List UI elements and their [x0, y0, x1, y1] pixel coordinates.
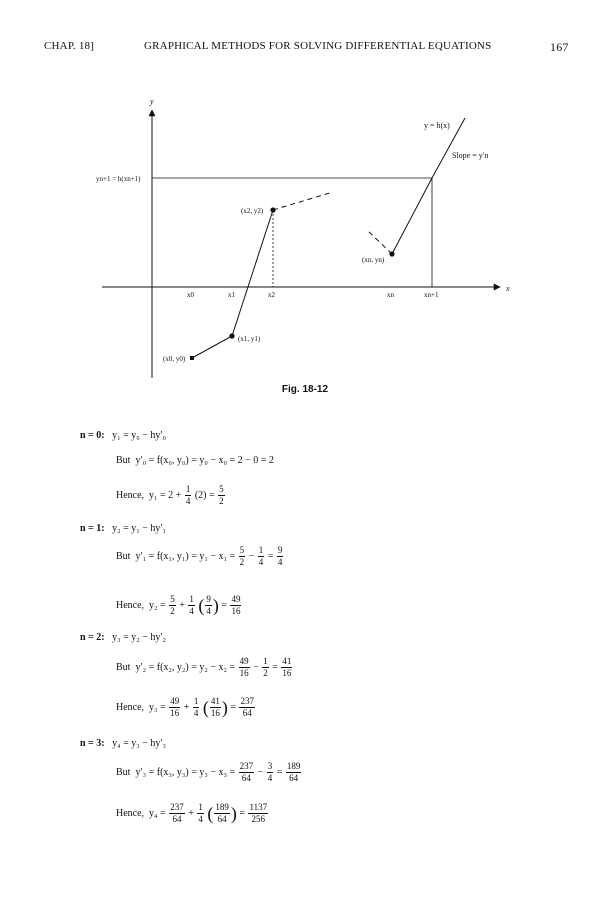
- hence-text: Hence,: [116, 807, 145, 819]
- expr-part: =: [267, 550, 274, 562]
- fraction: $\frac{5}{2}$: [170, 594, 175, 616]
- fraction: $\frac{189}{64}$: [286, 761, 301, 783]
- right-paren: ): [230, 803, 237, 824]
- case-label: n = 3:: [80, 738, 105, 749]
- running-title: GRAPHICAL METHODS FOR SOLVING DIFFERENTIAL EQUATIONS: [144, 40, 492, 52]
- expr-part: y′₃ = f(x₃, y₃) = y₃ − x₃ =: [135, 766, 236, 778]
- hence-text: Hence,: [116, 599, 145, 611]
- p0-label: (x0, y0): [163, 355, 186, 363]
- fraction: $\frac{1137}{256}$: [249, 802, 268, 824]
- but-n1: [116, 545, 284, 568]
- fraction: $\frac{1}{2}$: [263, 656, 268, 678]
- expr-part: =: [230, 701, 236, 713]
- fraction: $\frac{1}{4}$: [189, 594, 194, 616]
- p2-label: (x2, y2): [241, 207, 264, 215]
- tangent-segment: [392, 178, 432, 254]
- but-text: But: [116, 661, 131, 673]
- xn-label: xn: [387, 291, 394, 299]
- fraction: $\frac{41}{16}$: [210, 696, 220, 718]
- hence-n3: [116, 802, 269, 825]
- x2-label: x2: [268, 291, 275, 299]
- recurrence: y₃ = y₂ − hy′₂: [112, 632, 167, 643]
- fraction: $\frac{5}{2}$: [219, 484, 224, 506]
- hence-n2: [116, 696, 256, 719]
- but-n2: [116, 656, 293, 679]
- fraction: $\frac{9}{4}$: [277, 545, 283, 567]
- fraction: $\frac{49}{16}$: [231, 594, 241, 616]
- but-text: But: [116, 550, 131, 562]
- point-p1: [229, 333, 234, 338]
- figure-caption: Fig. 18-12: [281, 384, 329, 395]
- hence-text: Hence,: [116, 489, 145, 501]
- x-axis-label: x: [506, 284, 510, 293]
- point-p2: [270, 207, 275, 212]
- case-label: n = 2:: [80, 632, 105, 643]
- page-number: 167: [550, 40, 569, 54]
- p1-label: (x1, y1): [238, 335, 261, 343]
- figure-18-12: [0, 0, 610, 380]
- case-label: n = 0:: [80, 430, 105, 441]
- fraction: $\frac{1}{4}$: [193, 696, 199, 718]
- case-n0: [80, 430, 166, 441]
- fraction: $\frac{1}{4}$: [198, 802, 203, 824]
- expr-part: =: [276, 766, 283, 778]
- extension-dashed-left: [367, 230, 392, 254]
- expr-part: −: [248, 550, 255, 562]
- fraction: $\frac{41}{16}$: [282, 656, 292, 678]
- case-label: n = 1:: [80, 523, 105, 534]
- point-p0: [190, 356, 194, 360]
- fraction: $\frac{237}{64}$: [239, 761, 254, 783]
- y-axis-label: y: [150, 97, 154, 106]
- expr-part: +: [183, 701, 190, 713]
- expr-part: =: [221, 599, 227, 611]
- fraction: $\frac{9}{4}$: [206, 594, 211, 616]
- but-n3: [116, 761, 302, 784]
- recurrence: y₄ = y₃ − hy′₃: [112, 738, 167, 749]
- but-text: But: [116, 455, 131, 466]
- slope-label: Slope = y′n: [452, 151, 489, 160]
- fraction: $\frac{3}{4}$: [267, 761, 273, 783]
- expr-part: =: [272, 661, 278, 673]
- derivative-expr: y′₀ = f(x₀, y₀) = y₀ − x₀ = 2 − 0 = 2: [135, 455, 274, 466]
- point-pn: [389, 251, 394, 256]
- y-value-label: yn+1 = h(xn+1): [96, 175, 141, 183]
- recurrence: y₂ = y₁ − hy′₁: [112, 523, 167, 534]
- right-paren: ): [212, 595, 219, 616]
- fraction: $\frac{189}{64}$: [215, 802, 229, 824]
- left-paren: (: [198, 595, 205, 616]
- hence-n1: [116, 594, 242, 617]
- right-paren: ): [221, 697, 228, 718]
- expr-part: y₃ =: [149, 701, 166, 713]
- expr-part: +: [188, 807, 194, 819]
- expr-part: −: [253, 661, 259, 673]
- but-n0: [116, 455, 274, 466]
- left-paren: (: [202, 697, 209, 718]
- expr-part: y₂ =: [149, 599, 166, 611]
- expr-part: y′₁ = f(x₁, y₁) = y₁ − x₁ =: [135, 550, 236, 562]
- fraction: $\frac{49}{16}$: [170, 696, 180, 718]
- expr-part: −: [257, 766, 264, 778]
- expr-part: (2) =: [194, 489, 215, 501]
- x1-label: x1: [228, 291, 235, 299]
- fraction: $\frac{1}{4}$: [258, 545, 264, 567]
- fraction: $\frac{5}{2}$: [239, 545, 245, 567]
- recurrence: y₁ = y₀ − hy′₀: [112, 430, 167, 441]
- fraction: $\frac{49}{16}$: [239, 656, 249, 678]
- hence-n0: [116, 484, 226, 507]
- extension-dashed-right: [273, 192, 333, 210]
- expr-part: y₁ = 2 +: [149, 489, 182, 501]
- fraction: $\frac{237}{64}$: [170, 802, 184, 824]
- expr-part: y₄ =: [149, 807, 166, 819]
- case-n1: [80, 523, 166, 534]
- curve-label: y = h(x): [424, 121, 450, 130]
- case-n2: [80, 632, 166, 643]
- left-paren: (: [207, 803, 214, 824]
- hence-text: Hence,: [116, 701, 145, 713]
- expr-part: =: [239, 807, 245, 819]
- expr-part: y′₂ = f(x₂, y₂) = y₂ − x₂ =: [135, 661, 236, 673]
- chapter-header: CHAP. 18]: [44, 40, 95, 52]
- pn-label: (xn, yn): [362, 256, 385, 264]
- fraction: $\frac{237}{64}$: [240, 696, 254, 718]
- expr-part: +: [179, 599, 185, 611]
- xn1-label: xn+1: [424, 291, 439, 299]
- but-text: But: [116, 766, 131, 778]
- x0-label: x0: [187, 291, 194, 299]
- fraction: $\frac{1}{4}$: [185, 484, 191, 506]
- case-n3: [80, 738, 166, 749]
